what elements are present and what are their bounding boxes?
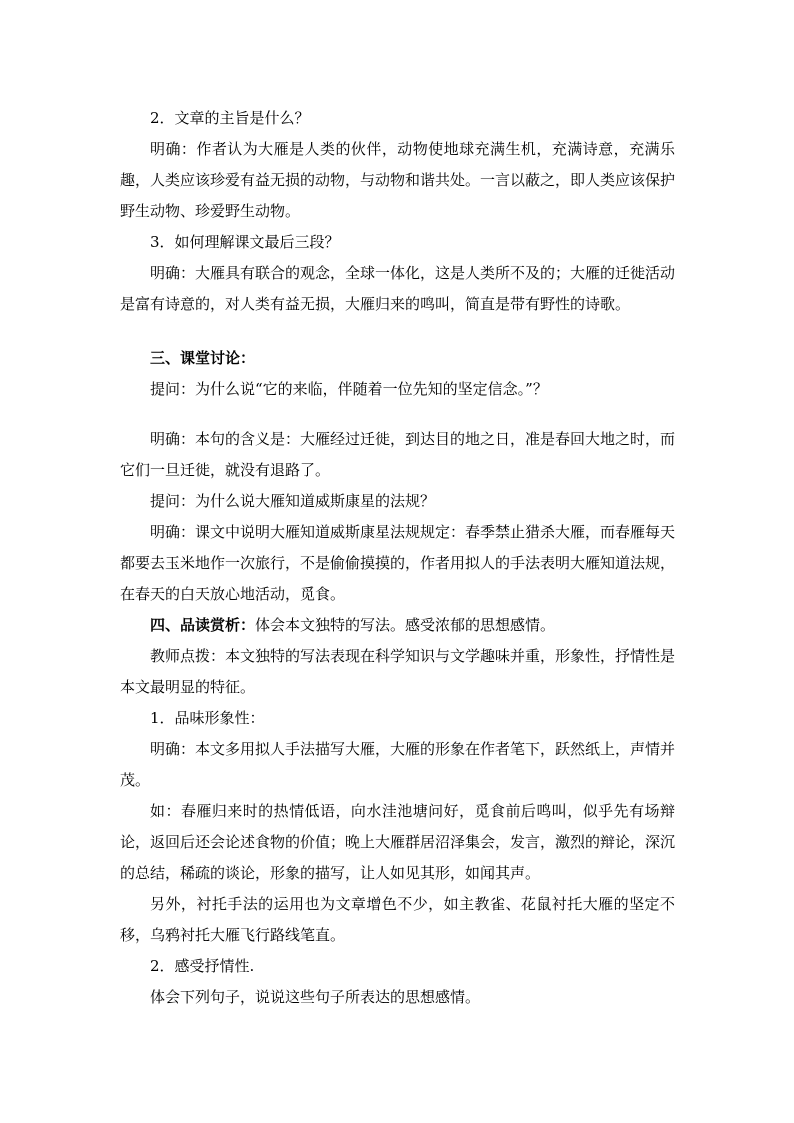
section-4 [120,610,675,641]
answer-2: 明确：作者认为大雁是人类的伙伴，动物使地球充满生机，充满诗意，充满乐趣，人类应该珍爱有益无损的动物，与动物和谐共处。一言以蔽之，即人类应该保护野生动物、珍爱野生动物。 [120,140,676,220]
discussion-question-1: 提问：为什么说“它的来临，伴随着一位先知的坚定信念。”？ [150,380,548,398]
section-4-intro: 体会本文独特的写法。感受浓郁的思想感情。 [255,616,556,634]
question-3: 3．如何理解课文最后三段？ [150,233,340,251]
subsection-2-task: 体会下列句子，说说这些句子所表达的思想感情。 [150,988,481,1006]
spacer [120,405,675,424]
section-4-heading: 四、品读赏析： [150,616,256,634]
answer-3: 明确：大雁具有联合的观念，全球一体化，这是人类所不及的；大雁的迁徙活动是富有诗意的，对人类有益无损，大雁归来的鸣叫，简直是带有野性的诗歌。 [120,264,676,313]
section-3-heading: 三、课堂讨论： [150,349,256,367]
spacer [120,320,675,343]
subsection-1-example: 如：春雁归来时的热情低语，向水洼池塘问好，觅食前后鸣叫，似乎先有场辩论，返回后还会论述食物的价值；晚上大雁群居沼泽集会，发言，激烈的辩论，深沉的总结，稀疏的谈论，形象的描写，让人如见其形，如闻其声。 [120,802,676,882]
subsection-1-contrast: 另外，衬托手法的运用也为文章增色不少，如主教雀、花鼠衬托大雁的坚定不移，乌鸦衬托大雁飞行路线笔直。 [120,895,675,944]
subsection-1-answer: 明确：本文多用拟人手法描写大雁，大雁的形象在作者笔下，跃然纸上，声情并茂。 [120,740,676,789]
discussion-answer-1: 明确：本句的含义是：大雁经过迁徙，到达目的地之日，准是春回大地之时，而它们一旦迁徙，就没有退路了。 [120,430,676,479]
discussion-question-2: 提问：为什么说大雁知道威斯康星的法规？ [150,492,436,510]
discussion-answer-2: 明确：课文中说明大雁知道威斯康星法规规定：春季禁止猎杀大雁，而春雁每天都要去玉米地作一次旅行，不是偷偷摸摸的，作者用拟人的手法表明大雁知道法规，在春天的白天放心地活动，觅食。 [120,523,676,603]
document-body [120,103,675,1013]
subsection-1-title: 1．品味形象性： [150,709,265,727]
subsection-2-title: 2．感受抒情性. [150,957,255,975]
teacher-note: 教师点拨：本文独特的写法表现在科学知识与文学趣味并重，形象性，抒情性是本文最明显的特征。 [120,647,676,696]
question-2: 2．文章的主旨是什么？ [150,109,310,127]
